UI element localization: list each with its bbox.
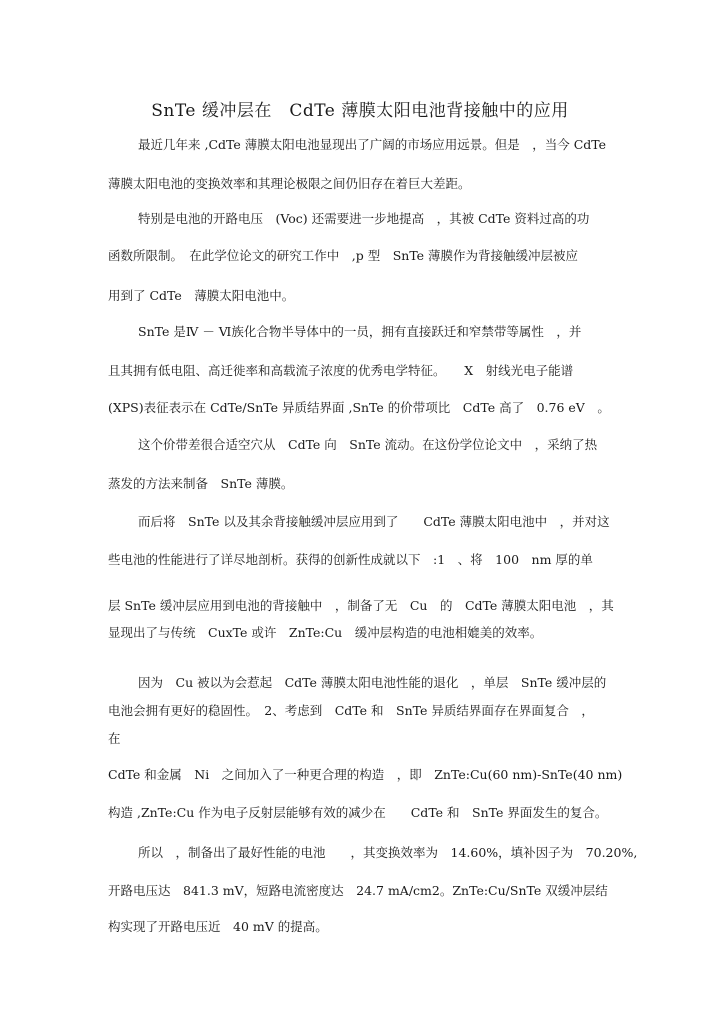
paragraph-line: 因为 Cu 被以为会惹起 CdTe 薄膜太阳电池性能的退化 ，单层 SnTe 缓冲层的 xyxy=(138,675,607,690)
paragraph-line: 而后将 SnTe 以及其余背接触缓冲层应用到了 CdTe 薄膜太阳电池中 ，并对这 xyxy=(138,514,610,529)
document-title: SnTe 缓冲层在 CdTe 薄膜太阳电池背接触中的应用 xyxy=(151,101,569,121)
paragraph-line: 薄膜太阳电池的变换效率和其理论极限之间仍旧存在着巨大差距。 xyxy=(108,176,471,191)
paragraph-line: CdTe 和金属 Ni 之间加入了一种更合理的构造 ，即 ZnTe:Cu(60 nm)-SnTe(40 nm) xyxy=(108,767,623,782)
paragraph-line: 在 xyxy=(108,731,121,746)
paragraph-line: 开路电压达 841.3 mV，短路电流密度达 24.7 mA/cm2。ZnTe:Cu/SnTe 双缓冲层结 xyxy=(108,883,608,898)
paragraph-line: 最近几年来 ,CdTe 薄膜太阳电池显现出了广阔的市场应用远景。但是 ，当今 CdTe xyxy=(138,137,607,152)
paragraph-line: 电池会拥有更好的稳固性。 2、考虑到 CdTe 和 SnTe 异质结界面存在界面复合 ， xyxy=(108,703,594,718)
paragraph-line: (XPS)表征表示在 CdTe/SnTe 异质结界面 ,SnTe 的价带项比 CdTe 高了 0.76 eV 。 xyxy=(108,400,610,415)
paragraph-line: SnTe 是Ⅳ － Ⅵ族化合物半导体中的一员，拥有直接跃迁和窄禁带等属性 ，并 xyxy=(138,324,582,339)
paragraph-line: 些电池的性能进行了详尽地剖析。获得的创新性成就以下 :1 、将 100 nm 厚的单 xyxy=(108,552,593,567)
paragraph-line: 所以 ，制备出了最好性能的电池 ，其变换效率为 14.60%，填补因子为 70.20%, xyxy=(138,845,638,860)
paragraph-line: 层 SnTe 缓冲层应用到电池的背接触中 ，制备了无 Cu 的 CdTe 薄膜太阳电池 ，其 xyxy=(108,598,614,613)
paragraph-line: 这个价带差很合适空穴从 CdTe 向 SnTe 流动。在这份学位论文中 ，采纳了热 xyxy=(138,437,598,452)
paragraph-line: 特别是电池的开路电压 (Voc) 还需要进一步地提高 ，其被 CdTe 资料过高的功 xyxy=(138,211,590,226)
paragraph-line: 构造 ,ZnTe:Cu 作为电子反射层能够有效的减少在 CdTe 和 SnTe 界面发生的复合。 xyxy=(108,805,608,820)
paragraph-line: 用到了 CdTe 薄膜太阳电池中。 xyxy=(108,288,295,303)
paragraph-line: 且其拥有低电阻、高迁徙率和高载流子浓度的优秀电学特征。 X 射线光电子能谱 xyxy=(108,363,574,378)
paragraph-line: 函数所限制。 在此学位论文的研究工作中 ,p 型 SnTe 薄膜作为背接触缓冲层被应 xyxy=(108,248,579,263)
paragraph-line: 蒸发的方法来制备 SnTe 薄膜。 xyxy=(108,476,294,491)
paragraph-line: 构实现了开路电压近 40 mV 的提高。 xyxy=(108,919,328,934)
paragraph-line: 显现出了与传统 CuxTe 或许 ZnTe:Cu 缓冲层构造的电池相媲美的效率。 xyxy=(108,625,543,640)
